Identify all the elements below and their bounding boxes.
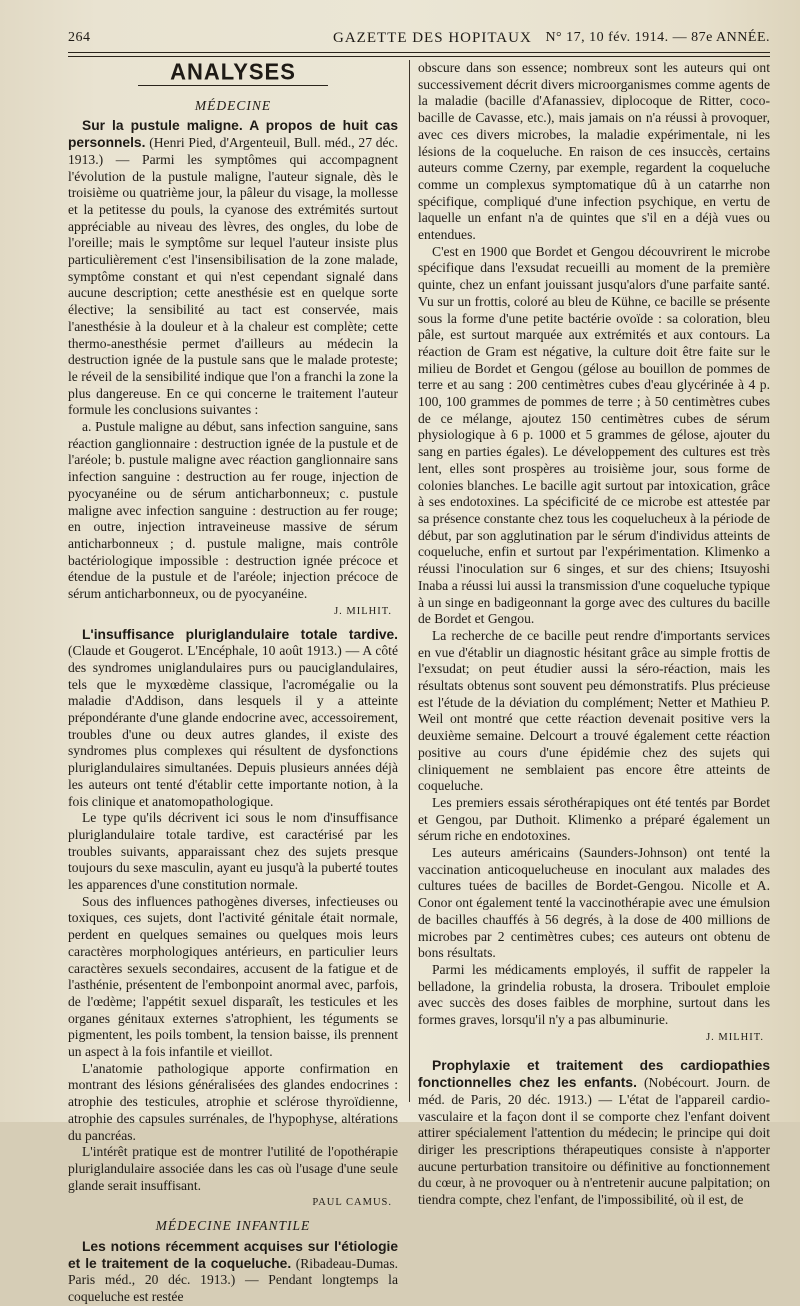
article-text: (Henri Pied, d'Argenteuil, Bull. méd., 27 déc. 1913.) — Parmi les symptômes qui accompagnent l'évolution de la pustule maligne, l'auteur signale, dès le troisième ou quatrième jour, la pâleur du visage, la mollesse et la petitesse du pouls, la cyanose des extrémités surtout appréciable au niveau des lèvres, des ongles, du lobe de l'oreille; mais le symptôme sur lequel l'auteur insiste plus particulièrement c'est l'insensibilisation de la zone malade, symptôme constant et qui n'est cependant signalé dans aucune description; cette anesthésie est en quelque sorte élective; la sensibilité au tact est conservée, mais l'anesthésie à la douleur et à la chaleur est complète; cette thermo-anesthésie permet d'ailleurs au médecin la destruction ignée de la pustule sans que le malade proteste; le réveil de la sensibilité indique que l'on a franchi la zone la plus dangereuse. En ce qui concerne le traitement l'auteur formule les conclusions suivantes :: [68, 135, 398, 418]
article-title: Les notions récemment acquises sur l'étiologie et le traitement de la coqueluche.: [68, 1238, 398, 1271]
running-head: [68, 30, 770, 50]
article-paragraph: L'anatomie pathologique apporte confirmation en montrant des lésions généralisées des glandes endocrines : atrophie des testicules, atrophie et sclérose thyroïdienne, atrophie des capsules surrénales, de l'hypophyse, altérations du pancréas.: [68, 1060, 398, 1143]
article-text: (Claude et Gougerot. L'Encéphale, 10 août 1913.) — A côté des syndromes uniglandulaires purs ou pauciglandulaires, tels que le myxœdème classique, l'acromégalie ou la maladie d'Addison, dans lesquels il y a atteinte prépondérante d'une glande endocrine avec, accessoirement, troubles d'une ou deux autres glandes, il existe des syndromes plus complexes qui résultent de dysfonctions pluriglandulaires simultanées. Depuis plusieurs années déjà les auteurs ont tenté d'établir cette importante notion, à la fois clinique et anatomopathologique.: [68, 643, 398, 809]
article-paragraph: C'est en 1900 que Bordet et Gengou découvrirent le microbe spécifique dans l'exsudat recueilli au moment de la première quinte, chez un enfant jouissant jusqu'alors d'une parfaite santé. Vu sur un frottis, coloré au bleu de Kühne, ce bacille se présente sous la forme d'une petite bactérie ovoïde : sa coloration, bleu pâle, est surtout marquée aux extrémités et aux contours. La réaction de Gram est négative, la culture doit être faite sur le milieu de Bordet et Gengou (gélose au bouillon de pommes de terre et au sang : 200 centimètres cubes d'eau glycérinée à 4 p. 100, 100 grammes de pommes de terre ; à 50 centimètres cubes de ce mélange, ajoutez 150 centimètres cubes de sérum physiologique à 6 p. 1000 et 5 grammes de gélose, ajouter du sang en parties égales). Le développement des cultures est très lent, elles sont prospères au troisième jour, sous forme de colonies blanches. Le bacille agit surtout par intoxication, grâce à ses endotoxines. La spécificité de ce microbe est attestée par sa présence constante chez tous les coquelucheux à la période de début, par son agglutination par le sérum d'individus atteints de coqueluche, enfin et surtout par l'expérimentation. Klimenko a réussi l'inoculation sur 6 singes, et sur des chiens; Itsuyoshi Inaba a réussi lui aussi la transmission d'une coqueluche typique à un singe en badigeonnant la gorge avec des cultures du bacille de Bordet et Gengou.: [418, 243, 770, 627]
header-rule-thin: [68, 56, 770, 57]
column-divider: [409, 60, 410, 1102]
article-paragraph: Parmi les médicaments employés, il suffit de rappeler la belladone, la grindelia robusta, la drosera. Triboulet emploie avec succès des doses faibles de morphine, surtout dans les formes graves, lorsqu'il n'y a pas albuminurie.: [418, 961, 770, 1028]
article-cardiopathies: [418, 1058, 770, 1208]
left-column: [68, 58, 399, 1304]
article-paragraph: Les premiers essais sérothérapiques ont été tentés par Bordet et Gengou, par Duthoit. Klimenko a préparé également un sérum riche en endotoxines.: [418, 794, 770, 844]
article-text: (Nobécourt. Journ. de méd. de Paris, 20 déc. 1913.) — L'état de l'appareil cardio-vasculaire et la façon dont il se comporte chez l'enfant doivent attirer spécialement l'attention du médecin; le principe qui doit diriger les prescriptions thérapeutiques consiste à n'apporter aucune perturbation transitoire ou définitive au fonctionnement du cœur, à ne provoquer ou à n'entretenir aucune palpitation; on tiendra compte, chez l'enfant, de l'impossibilité, où il est, de: [418, 1075, 770, 1208]
section-masthead: ANALYSES: [170, 58, 296, 85]
journal-title: GAZETTE DES HOPITAUX: [333, 30, 532, 46]
author-signature: J. MILHIT.: [334, 605, 392, 617]
right-column: [418, 60, 770, 1208]
article-title: L'insuffisance pluriglandulaire totale tardive.: [82, 626, 398, 642]
article-paragraph: a. Pustule maligne au début, sans infection sanguine, sans réaction ganglionnaire : destruction ignée de la pustule et de l'aréole; b. pustule maligne avec réaction ganglionnaire sans infection sanguine : destruction au fer rouge, injection de pyocyanéine ou de sérum anticharbonneux; c. pustule maligne avec infection sanguine : destruction au fer rouge; en outre, injection intraveineuse massive de sérum anticharbonneux ; d. pustule maligne, mais contrôle bactériologique impossible : destruction ignée précoce et étendue de la pustule et de l'aréole; injection précoce de sérum anticharbonneux, ou de pyocyanéine.: [68, 419, 398, 602]
article-paragraph: La recherche de ce bacille peut rendre d'importants services en vue d'établir un diagnostic hésitant grâce au simple frottis de l'exsudat; on peut étudier aussi la séro-réaction, mais les résultats obtenus sont souvent peu démonstratifs. Plus précieuse est l'étude de la déviation du complément; Netter et Mathieu P. Weil ont montré que cette réaction devenait positive vers la deuxième semaine. Delcourt a trouvé également cette réaction positive au cours d'une épidémie chez des sujets qui cliniquement ne semblaient pas encore être atteints de coqueluche.: [418, 627, 770, 794]
page-number: 264: [68, 30, 91, 45]
article-pustule: [68, 118, 398, 419]
article-coqueluche: [68, 1239, 398, 1306]
article-paragraph: Le type qu'ils décrivent ici sous le nom d'insuffisance pluriglandulaire totale tardive, est caractérisé par les troubles suivants, apparaissant chez des sujets presque toujours du sexe masculin, ayant eu jusqu'à la puberté toutes les apparences d'une constitution normale.: [68, 810, 398, 893]
section-heading-medecine: MÉDECINE: [194, 97, 272, 113]
author-signature: J. MILHIT.: [706, 1031, 764, 1043]
article-paragraph: Sous des influences pathogènes diverses, infectieuses ou toxiques, ces sujets, dont l'activité génitale était normale, perdent en quelques semaines ou quelques mois leurs caractères morphologiques antérieurs, en particulier leurs caractères sexuels secondaires, accusent de la fatigue et de l'asthénie, présentent de l'embonpoint anormal avec, parfois, de l'œdème; l'appétit sexuel disparaît, les testicules et les organes génitaux externes s'atrophient, les téguments se pigmentent, les poils tombent, la tension baisse, ils prennent un aspect à la fois infantile et vieillot.: [68, 893, 398, 1060]
article-insuffisance: [68, 627, 398, 811]
author-signature: PAUL CAMUS.: [312, 1197, 392, 1209]
issue-info: N° 17, 10 fév. 1914. — 87e ANNÉE.: [545, 30, 770, 45]
article-paragraph: obscure dans son essence; nombreux sont les auteurs qui ont successivement décrit divers microorganismes comme agents de la maladie (bacille d'Afanassiev, diplocoque de Ritter, coco-bacille de Cavasse, etc.), mais jamais on n'a réussi à provoquer, avec ces divers microbes, la maladie expérimentale, ni les lésions de la coqueluche. En raison de ces insuccès, certains auteurs comme Czerny, par exemple, regardent la coqueluche comme un complexus symptomatique dû à un catarrhe non spécifique, compliqué d'une infection psychique, en vertu de laquelle un enfant n'a de quintes que s'il en a déjà vues ou entendues.: [418, 60, 770, 243]
article-title: Prophylaxie et traitement des cardiopathies fonctionnelles chez les enfants.: [418, 1058, 770, 1091]
article-text: (Ribadeau-Dumas. Paris méd., 20 déc. 1913.) — Pendant longtemps la coqueluche est restée: [68, 1255, 399, 1304]
section-heading-medecine-infantile: MÉDECINE INFANTILE: [155, 1218, 311, 1234]
article-paragraph: Les auteurs américains (Saunders-Johnson) ont tenté la vaccination anticoquelucheuse en inoculant aux malades des cultures tuées de bacilles de Bordet-Gengou. Nicolle et A. Conor ont également tenté la vaccinothérapie avec une émulsion de bacilles chauffés à 56 degrés, à la dose de 400 millions de microbes par 2 centimètres cubes; ces auteurs ont obtenu de bons résultats.: [418, 845, 770, 961]
header-rule: [68, 52, 770, 53]
article-title: Sur la pustule maligne. A propos de huit cas personnels.: [68, 118, 398, 151]
article-paragraph: L'intérêt pratique est de montrer l'utilité de l'opothérapie pluriglandulaire associée dans les cas où l'usage d'une seule glande serait insuffisant.: [68, 1144, 398, 1193]
masthead-rule: [138, 85, 328, 86]
